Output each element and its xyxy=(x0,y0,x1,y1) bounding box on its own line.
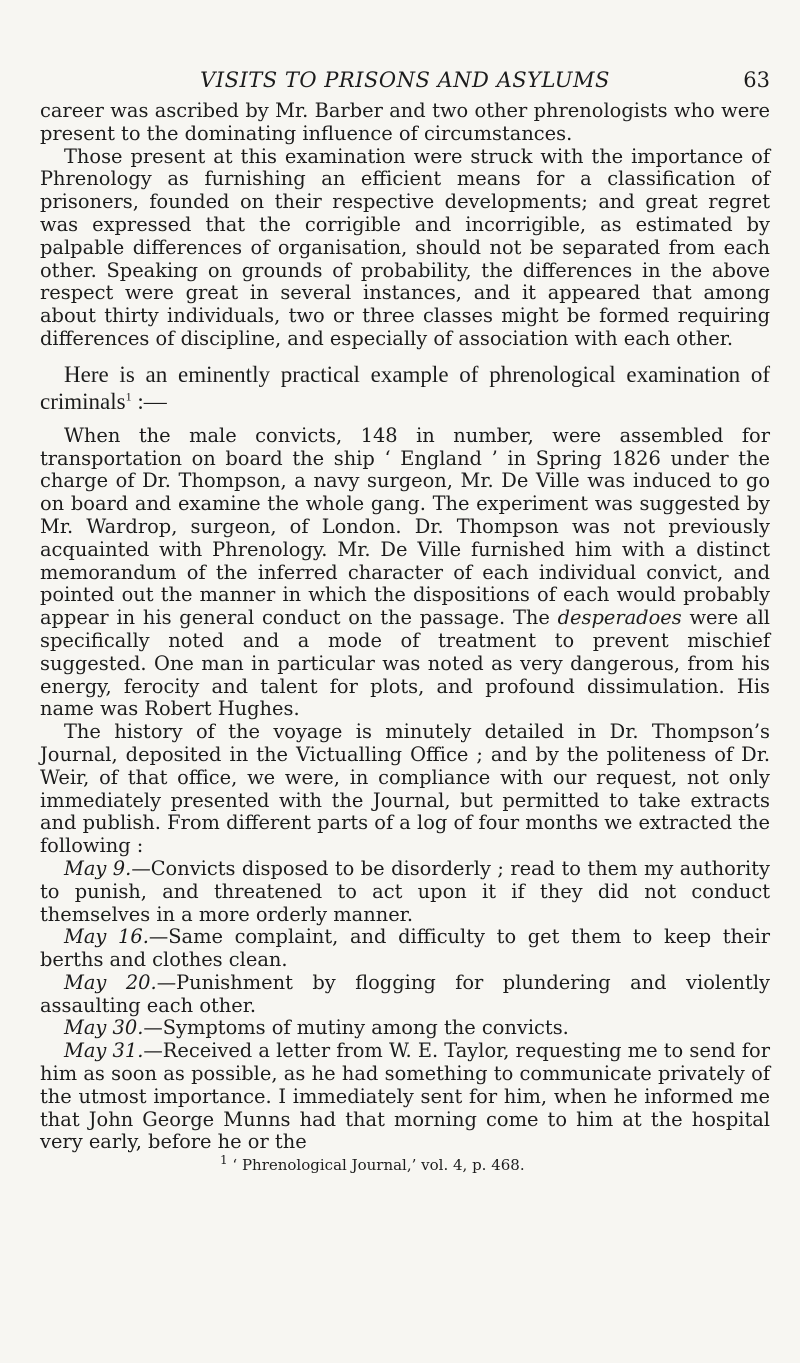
log-entry-date: May 16. xyxy=(64,925,149,949)
log-entry xyxy=(40,858,770,926)
log-entry-text: —Same complaint, and difficulty to get them to keep their berths and clothes clean. xyxy=(40,925,770,972)
log-entry-text: —Punishment by flogging for plundering and violently assaulting each other. xyxy=(40,970,770,1017)
example-introduction-text: Here is an eminently practical example of phrenological examination of criminals xyxy=(40,361,770,414)
italic-term: desperadoes xyxy=(557,606,682,630)
log-entry-date: May 30. xyxy=(64,1016,144,1040)
example-introduction-tail: :— xyxy=(131,388,167,414)
log-entry xyxy=(40,926,770,972)
paragraph-convicts-part-1: When the male convicts, 148 in number, were assembled for transportation on board the ship ‘ England ’ in Spring 1826 under the charge of Dr. Thompson, a navy surgeon, Mr. De Ville was induced to go on board and examine the whole gang. The experiment was suggested by Mr. Wardrop, surgeon, of London. Dr. Thompson was not previously acquainted with Phrenology. Mr. De Ville furnished him with a distinct memorandum of the inferred character of each individual convict, and pointed out the manner in which the dispositions of each would probably appear in his general conduct on the passage. The xyxy=(40,423,770,630)
footnote xyxy=(40,1153,770,1175)
log-entry-text: —Symptoms of mutiny among the convicts. xyxy=(143,1016,569,1040)
paragraph-convicts xyxy=(40,425,770,721)
paragraph-convicts-part-2: were all specifically noted and a mode of treatment to prevent mischief suggested. One man in particular was noted as very dangerous, from his energy, ferocity and talent for plots, and profound dissimulation. His name was Robert Hughes. xyxy=(40,606,771,721)
example-introduction xyxy=(40,361,770,415)
log-entry-text: —Received a letter from W. E. Taylor, requesting me to send for him as soon as possible, as he had something to communicate privately of the utmost importance. I immediately sent for him, when he informed me that John George Munns had that morning come to him at the hospital very early, before he or the xyxy=(40,1039,770,1154)
paragraph-classification: Those present at this examination were struck with the importance of Phrenology as furnishing an efficient means for a classification of prisoners, founded on their respective developments; and great regret was expressed that the corrigible and incorrigible, as estimated by palpable differences of organisation, should not be separated from each other. Speaking on grounds of probability, the differences in the above respect were great in several instances, and it appeared that among about thirty individuals, two or three classes might be formed requiring differences of discipline, and especially of association with each other. xyxy=(40,144,770,350)
log-entry-date: May 31. xyxy=(64,1039,144,1063)
page-number: 63 xyxy=(743,68,770,92)
running-title: VISITS TO PRISONS AND ASYLUMS xyxy=(200,68,610,92)
log-entry xyxy=(40,1040,770,1154)
log-entry-text: —Convicts disposed to be disorderly ; read to them my authority to punish, and threatened to act upon it if they did not conduct themselves in a more orderly manner. xyxy=(40,856,770,926)
footnote-reference: 1 xyxy=(125,389,132,404)
log-entry xyxy=(40,972,770,1018)
paragraph-continuation: career was ascribed by Mr. Barber and two other phrenologists who were present to the dominating influence of circumstances. xyxy=(40,99,770,145)
footnote-mark: 1 xyxy=(220,1153,228,1168)
log-entry xyxy=(40,1017,770,1040)
paragraph-journal: The history of the voyage is minutely detailed in Dr. Thompson’s Journal, deposited in the Victualling Office ; and by the politeness of Dr. Weir, of that office, we were, in compliance with our request, not only immediately presented with the Journal, but permitted to take extracts and publish. From different parts of a log of four months we extracted the following : xyxy=(40,720,770,858)
page-body xyxy=(40,100,770,1174)
log-entry-date: May 20. xyxy=(64,970,157,994)
log-entry-date: May 9. xyxy=(64,856,132,880)
footnote-text: ‘ Phrenological Journal,’ vol. 4, p. 468. xyxy=(227,1156,525,1175)
